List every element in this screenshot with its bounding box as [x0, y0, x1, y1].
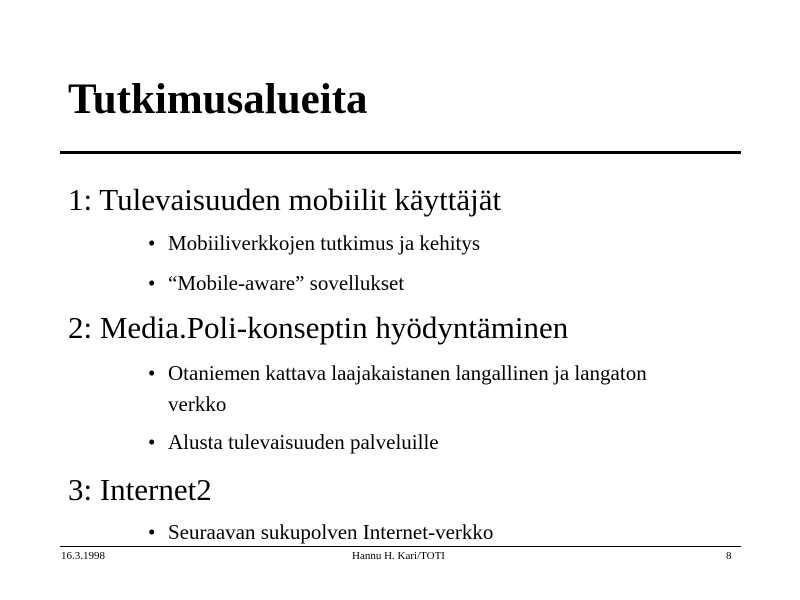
list-item — [148, 228, 708, 259]
bullet-icon: • — [148, 430, 156, 454]
footer-divider — [60, 546, 741, 547]
bullet-icon: • — [148, 520, 156, 544]
bullet-text: Mobiiliverkkojen tutkimus ja kehitys — [168, 231, 481, 255]
list-item — [148, 517, 708, 548]
list-item — [148, 427, 708, 458]
bullet-text: Alusta tulevaisuuden palveluille — [168, 430, 439, 454]
section-heading-1: 1: Tulevaisuuden mobiilit käyttäjät — [68, 182, 502, 217]
footer-date: 16.3.1998 — [61, 550, 105, 562]
bullet-text: “Mobile-aware” sovellukset — [168, 271, 405, 295]
bullet-text: Otaniemen kattava laajakaistanen langallinen ja langaton verkko — [168, 361, 647, 416]
list-item — [148, 268, 708, 299]
title-divider — [60, 151, 741, 154]
list-item — [148, 358, 708, 420]
bullet-text: Seuraavan sukupolven Internet-verkko — [168, 520, 494, 544]
section-heading-2: 2: Media.Poli-konseptin hyödyntäminen — [68, 310, 569, 345]
bullet-icon: • — [148, 271, 156, 295]
footer-author: Hannu H. Kari/TOTI — [352, 550, 445, 562]
bullet-icon: • — [148, 361, 156, 385]
section-heading-3: 3: Internet2 — [68, 472, 212, 507]
footer-page-number: 8 — [726, 550, 732, 562]
bullet-icon: • — [148, 231, 156, 255]
slide-title: Tutkimusalueita — [68, 76, 368, 123]
